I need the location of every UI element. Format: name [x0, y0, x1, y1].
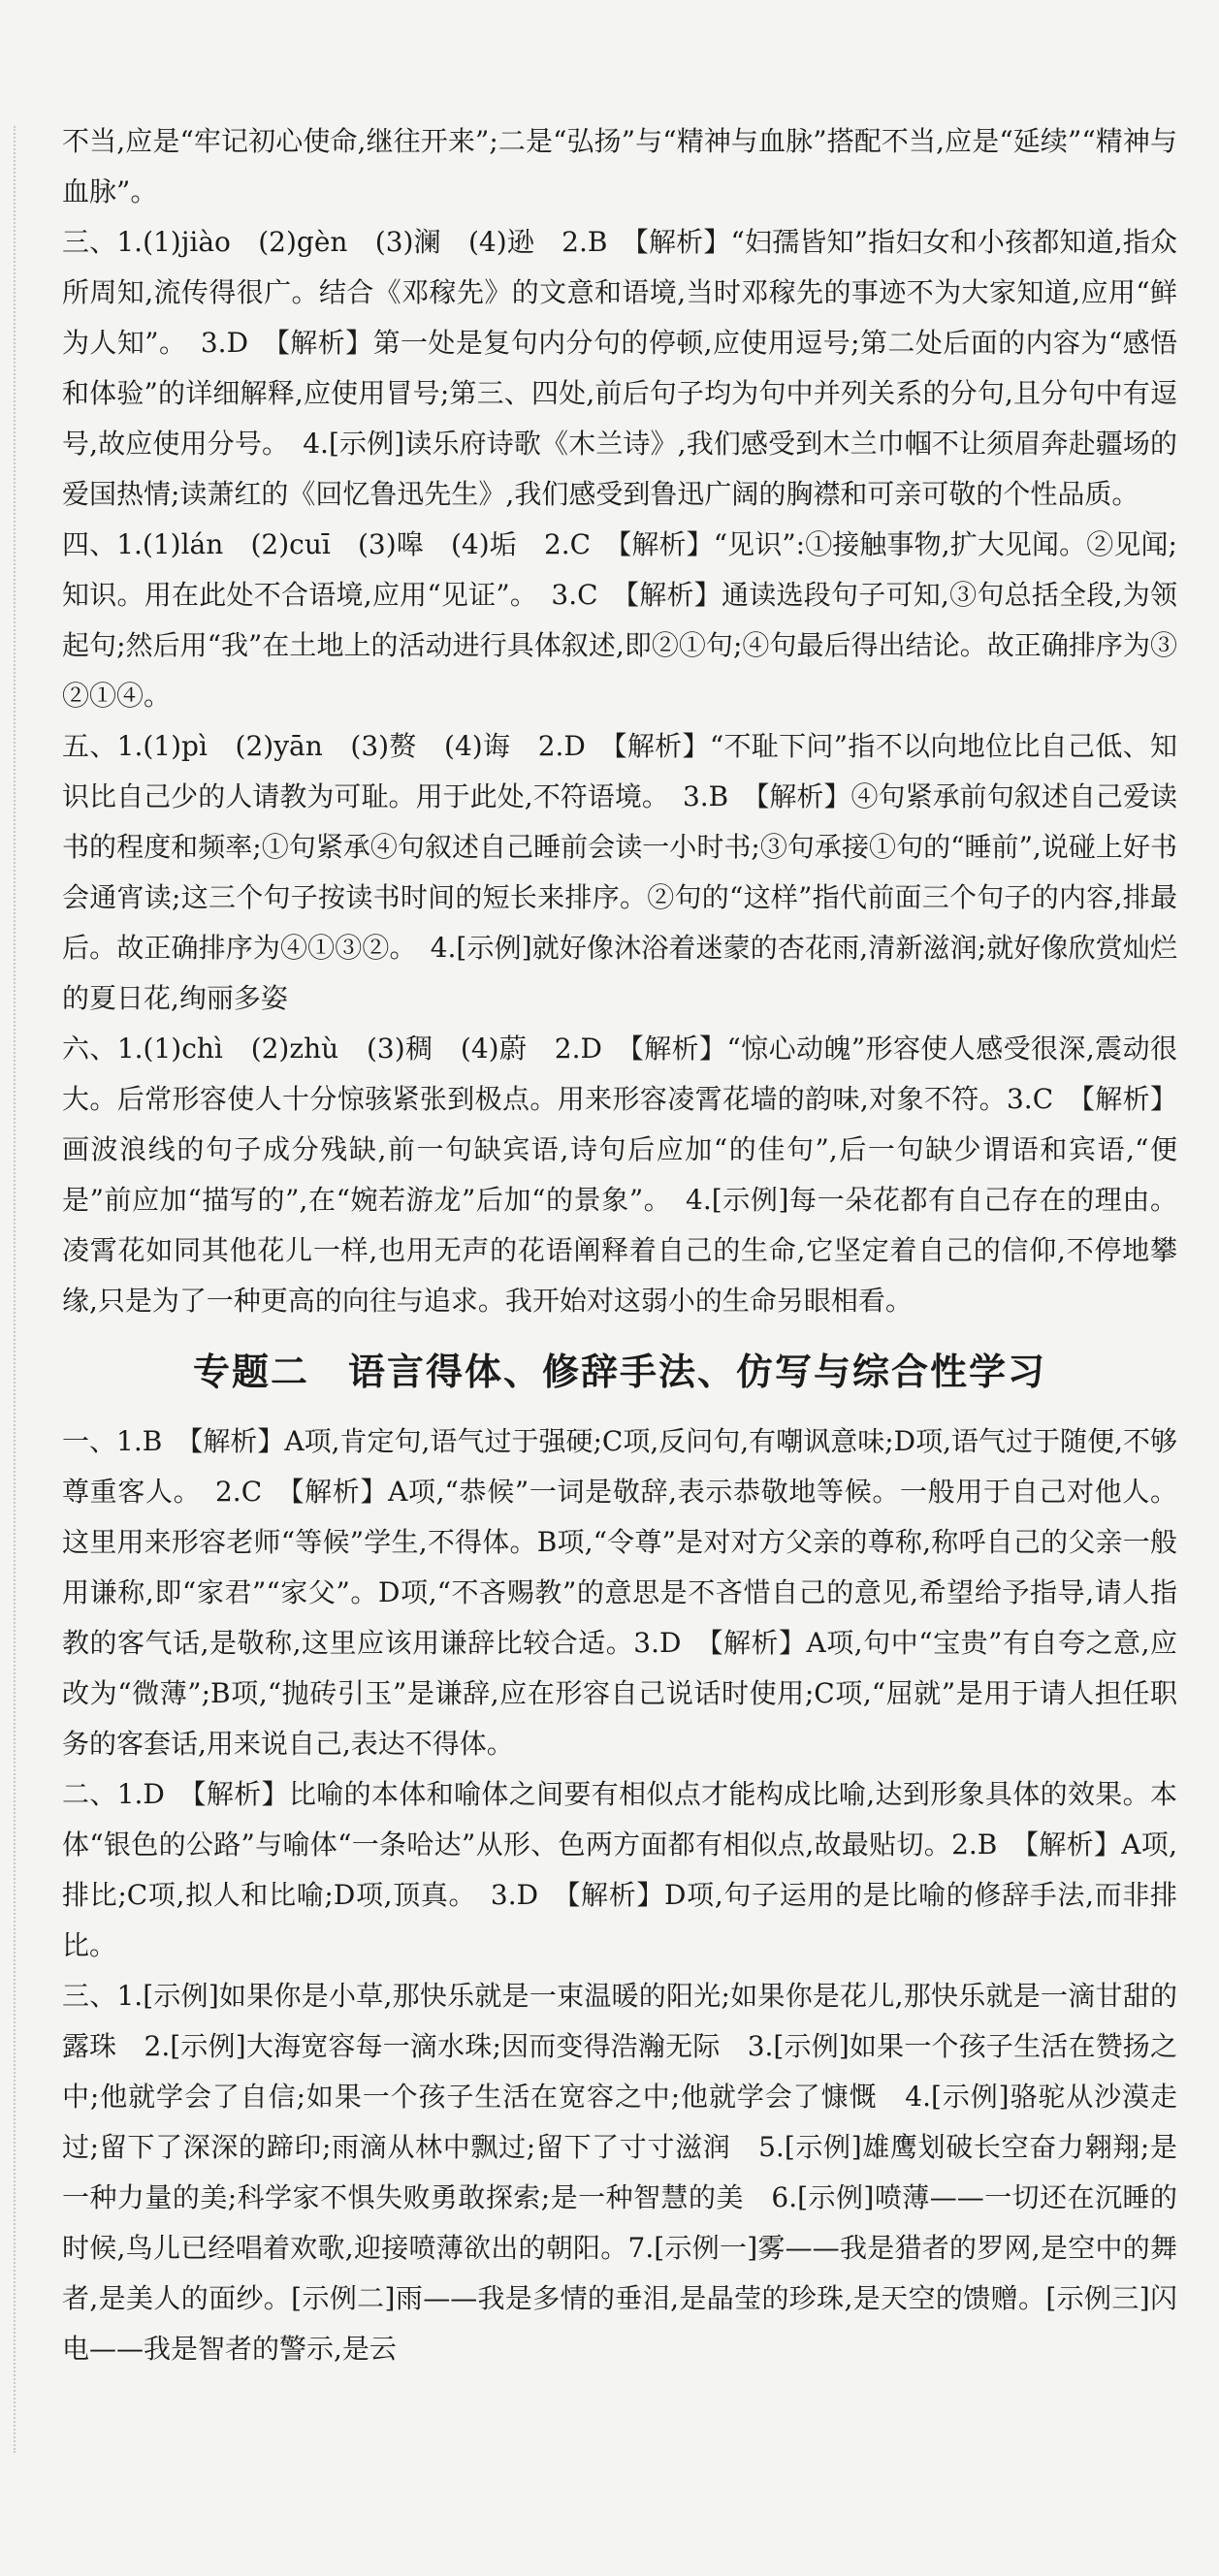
topic2-answer-part-1: 一、1.B 【解析】A项,肯定句,语气过于强硬;C项,反问句,有嘲讽意味;D项,语气过于随便,不够尊重客人。 2.C 【解析】A项,“恭候”一词是敬辞,表示恭敬地等候。一般用于自己对他人。这里用来形容老师“等候”学生,不得体。B项,“令尊”是对对方父亲的尊称,称呼自己的父亲一般用谦称,即“家君”“家父”。D项,“不吝赐教”的意思是不吝惜自己的意见,希望给予指导,请人指教的客气话,是敬称,这里应该用谦辞比较合适。3.D 【解析】A项,句中“宝贵”有自夸之意,应改为“微薄”;B项,“抛砖引玉”是谦辞,应在形容自己说话时使用;C项,“屈就”是用于请人担任职务的客套话,用来说自己,表达不得体。: [62, 1425, 1177, 1760]
topic2-answer-part-3: 三、1.[示例]如果你是小草,那快乐就是一束温暖的阳光;如果你是花儿,那快乐就是一滴甘甜的露珠 2.[示例]大海宽容每一滴水珠;因而变得浩瀚无际 3.[示例]如果一个孩子生活在赞扬之中;他就学会了自信;如果一个孩子生活在宽容之中;他就学会了慷慨 4.[示例]骆驼从沙漠走过;留下了深深的蹄印;雨滴从林中飘过;留下了寸寸滋润 5.[示例]雄鹰划破长空奋力翱翔;是一种力量的美;科学家不惧失败勇敢探索;是一种智慧的美 6.[示例]喷薄——一切还在沉睡的时候,鸟儿已经唱着欢歌,迎接喷薄欲出的朝阳。7.[示例一]雾——我是猎者的罗网,是空中的舞者,是美人的面纱。[示例二]雨——我是多情的垂泪,是晶莹的珍珠,是天空的馈赠。[示例三]闪电——我是智者的警示,是云: [62, 1980, 1177, 2365]
answer-paragraph-section-6: 六、1.(1)chì (2)zhù (3)稠 (4)蔚 2.D 【解析】“惊心动魄”形容使人感受很深,震动很大。后常形容使人十分惊骇紧张到极点。用来形容凌霄花墙的韵味,对象不符。3.C 【解析】画波浪线的句子成分残缺,前一句缺宾语,诗句后应加“的佳句”,后一句缺少谓语和宾语,“便是”前应加“描写的”,在“婉若游龙”后加“的景象”。 4.[示例]每一朵花都有自己存在的理由。凌霄花如同其他花儿一样,也用无声的花语阐释着自己的生命,它坚定着自己的信仰,不停地攀缘,只是为了一种更高的向往与追求。我开始对这弱小的生命另眼相看。: [62, 1033, 1177, 1317]
answer-paragraph-continuation: 不当,应是“牢记初心使命,继往开来”;二是“弘扬”与“精神与血脉”搭配不当,应是“延续”“精神与血脉”。: [62, 125, 1177, 207]
binding-margin-rule: [14, 126, 16, 2453]
answer-paragraph-section-4: 四、1.(1)lán (2)cuī (3)嗥 (4)垢 2.C 【解析】“见识”:①接触事物,扩大见闻。②见闻;知识。用在此处不合语境,应用“见证”。 3.C 【解析】通读选段句子可知,③句总括全段,为领起句;然后用“我”在土地上的活动进行具体叙述,即②①句;④句最后得出结论。故正确排序为③②①④。: [62, 528, 1177, 712]
topic-two-heading: 专题二 语言得体、修辞手法、仿写与综合性学习: [192, 1351, 1046, 1393]
answer-page: [62, 116, 1177, 2374]
topic2-answer-part-2: 二、1.D 【解析】比喻的本体和喻体之间要有相似点才能构成比喻,达到形象具体的效果。本体“银色的公路”与喻体“一条哈达”从形、色两方面都有相似点,故最贴切。2.B 【解析】A项,排比;C项,拟人和比喻;D项,顶真。 3.D 【解析】D项,句子运用的是比喻的修辞手法,而非排比。: [62, 1778, 1177, 1961]
answer-paragraph-section-3: 三、1.(1)jiào (2)gèn (3)澜 (4)逊 2.B 【解析】“妇孺皆知”指妇女和小孩都知道,指众所周知,流传得很广。结合《邓稼先》的文意和语境,当时邓稼先的事迹不为大家知道,应用“鲜为人知”。 3.D 【解析】第一处是复句内分句的停顿,应使用逗号;第二处后面的内容为“感悟和体验”的详细解释,应使用冒号;第三、四处,前后句子均为句中并列关系的分句,且分句中有逗号,故应使用分号。 4.[示例]读乐府诗歌《木兰诗》,我们感受到木兰巾帼不让须眉奔赴疆场的爱国热情;读萧红的《回忆鲁迅先生》,我们感受到鲁迅广阔的胸襟和可亲可敬的个性品质。: [62, 226, 1177, 510]
answer-paragraph-section-5: 五、1.(1)pì (2)yān (3)赘 (4)诲 2.D 【解析】“不耻下问”指不以向地位比自己低、知识比自己少的人请教为可耻。用于此处,不符语境。 3.B 【解析】④句紧承前句叙述自己爱读书的程度和频率;①句紧承④句叙述自己睡前会读一小时书;③句承接①句的“睡前”,说碰上好书会通宵读;这三个句子按读书时间的短长来排序。②句的“这样”指代前面三个句子的内容,排最后。故正确排序为④①③②。 4.[示例]就好像沐浴着迷蒙的杏花雨,清新滋润;就好像欣赏灿烂的夏日花,绚丽多姿: [62, 730, 1177, 1014]
